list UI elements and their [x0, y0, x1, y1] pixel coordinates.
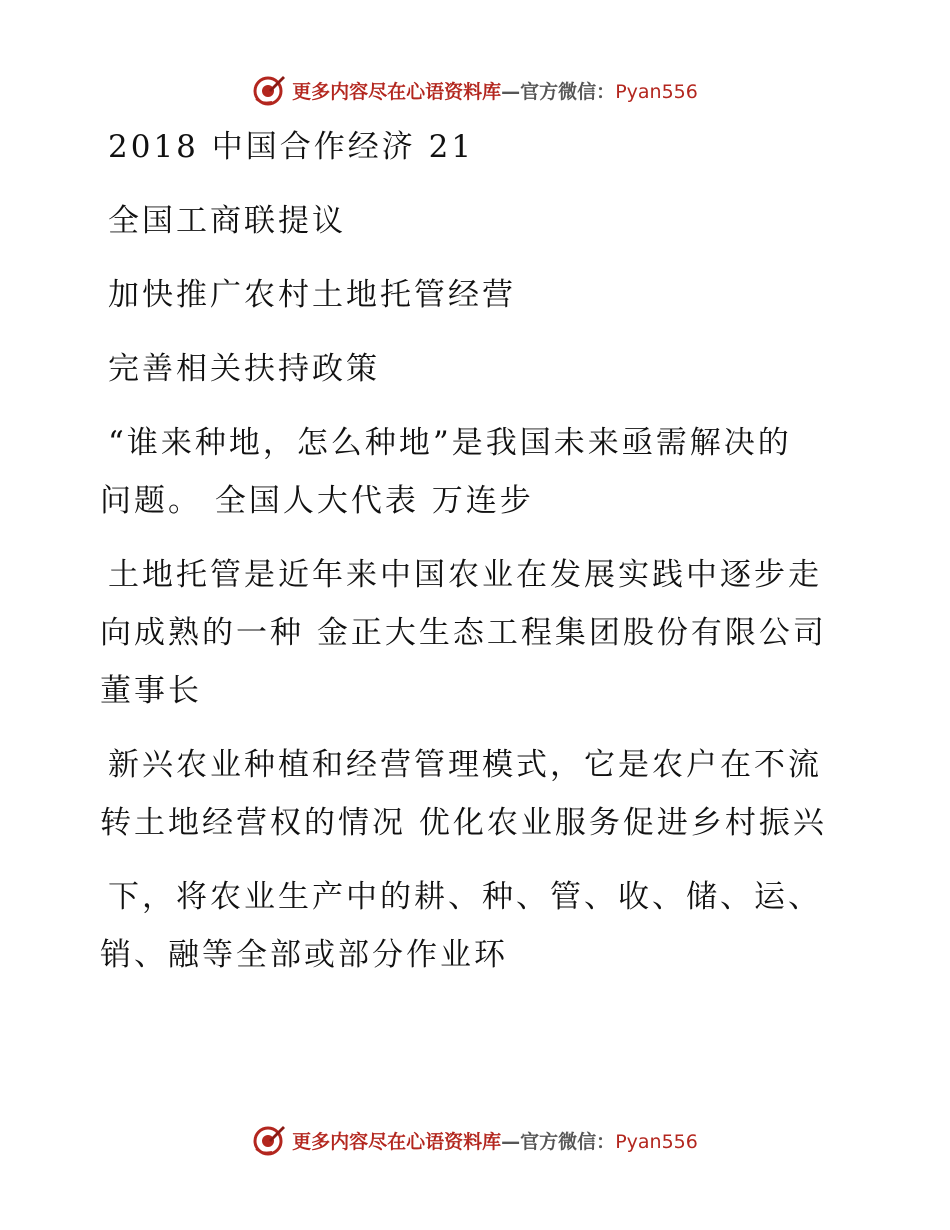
footer-watermark-banner: [0, 1120, 950, 1160]
text-line: 2018 中国合作经济 21: [108, 129, 475, 165]
paragraph: [100, 340, 840, 398]
banner-text: [292, 1127, 698, 1154]
paragraph: [100, 118, 840, 176]
pen-logo-icon: [252, 73, 286, 107]
text-line: 加快推广农村土地托管经营: [108, 277, 516, 313]
banner-contact-id: Pyan556: [615, 1130, 698, 1153]
header-watermark-banner: [0, 70, 950, 110]
banner-contact-label: 官方微信：: [520, 1130, 616, 1153]
banner-contact-id: Pyan556: [615, 80, 698, 103]
banner-text: [292, 77, 698, 104]
pen-logo-icon: [252, 1123, 286, 1157]
paragraph: [100, 266, 840, 324]
banner-site-text: 更多内容尽在心语资料库: [292, 80, 502, 103]
text-line: “谁来种地，怎么种地”是我国未来亟需解决的: [108, 425, 792, 461]
banner-site-text: 更多内容尽在心语资料库: [292, 1130, 502, 1153]
banner-contact-label: 官方微信：: [520, 80, 616, 103]
paragraph: [100, 868, 840, 984]
text-line: 新兴农业种植和经营管理模式，它是农户在不流: [108, 747, 822, 783]
text-line: 土地托管是近年来中国农业在发展实践中逐步走: [108, 557, 822, 593]
text-line: 完善相关扶持政策: [108, 351, 380, 387]
text-line: 销、融等全部或部分作业环: [100, 937, 508, 973]
text-line: 全国工商联提议: [108, 203, 346, 239]
banner-dash: —: [501, 80, 521, 103]
text-line: 转土地经营权的情况 优化农业服务促进乡村振兴: [100, 805, 827, 841]
banner-dash: —: [501, 1130, 521, 1153]
text-line: 董事长: [100, 673, 202, 709]
text-line: 向成熟的一种 金正大生态工程集团股份有限公司: [100, 615, 827, 651]
banner-content: [252, 1123, 698, 1157]
document-body: [100, 118, 840, 984]
paragraph: [100, 192, 840, 250]
paragraph: [100, 414, 840, 530]
banner-content: [252, 73, 698, 107]
paragraph: [100, 546, 840, 720]
text-line: 问题。 全国人大代表 万连步: [100, 483, 534, 519]
paragraph: [100, 736, 840, 852]
text-line: 下，将农业生产中的耕、种、管、收、储、运、: [108, 879, 822, 915]
